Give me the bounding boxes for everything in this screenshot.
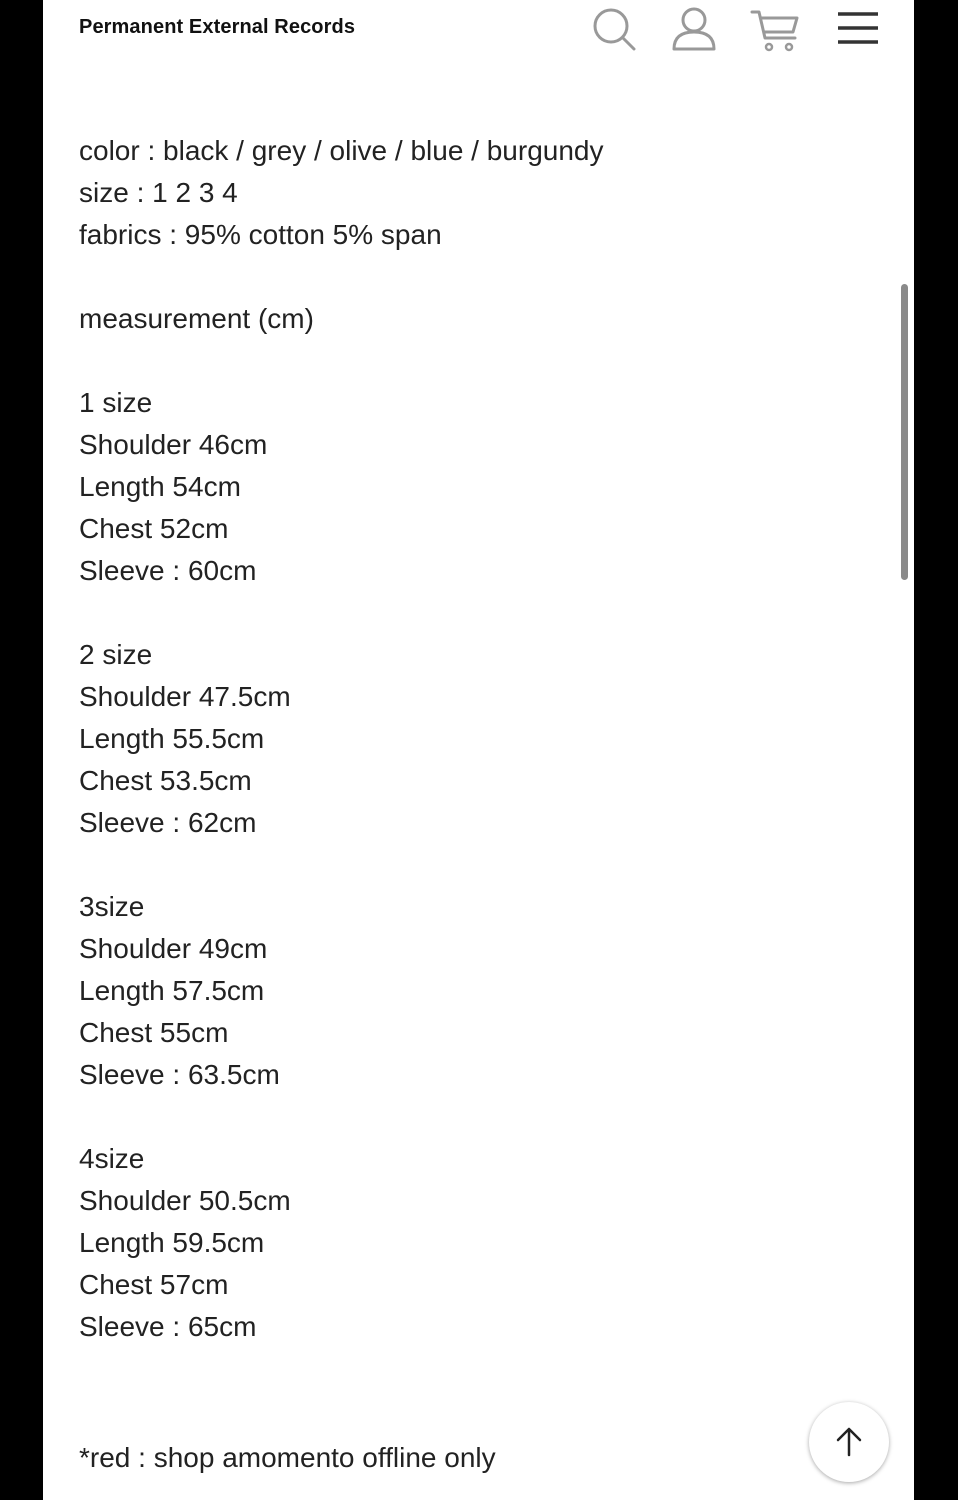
length-measure: Length 57.5cm	[79, 975, 265, 1006]
size-block-3	[79, 886, 859, 1096]
shoulder-measure: Shoulder 46cm	[79, 429, 268, 460]
shoulder-measure: Shoulder 49cm	[79, 933, 268, 964]
fabrics-line: fabrics : 95% cotton 5% span	[79, 219, 442, 250]
sleeve-measure: Sleeve : 62cm	[79, 807, 257, 838]
chest-measure: Chest 53.5cm	[79, 765, 252, 796]
scroll-to-top-button[interactable]	[809, 1402, 889, 1482]
offline-note: *red : shop amomento offline only	[79, 1442, 496, 1473]
size-title: 4size	[79, 1143, 145, 1174]
arrow-up-icon	[832, 1425, 866, 1459]
size-block-1	[79, 382, 859, 592]
size-title: 2 size	[79, 639, 153, 670]
length-measure: Length 59.5cm	[79, 1227, 265, 1258]
search-icon[interactable]	[589, 4, 639, 54]
user-icon[interactable]	[669, 4, 719, 54]
menu-icon[interactable]	[833, 4, 883, 54]
measurement-title: measurement (cm)	[79, 303, 314, 334]
header	[43, 0, 914, 60]
size-title: 1 size	[79, 387, 153, 418]
cart-icon[interactable]	[749, 4, 799, 54]
brand-logo-text[interactable]: Permanent External Records	[79, 16, 356, 38]
sleeve-measure: Sleeve : 63.5cm	[79, 1059, 280, 1090]
length-measure: Length 54cm	[79, 471, 241, 502]
sleeve-measure: Sleeve : 60cm	[79, 555, 257, 586]
shoulder-measure: Shoulder 50.5cm	[79, 1185, 291, 1216]
chest-measure: Chest 55cm	[79, 1017, 229, 1048]
sleeve-measure: Sleeve : 65cm	[79, 1311, 257, 1342]
size-block-2	[79, 634, 859, 844]
size-title: 3size	[79, 891, 145, 922]
length-measure: Length 55.5cm	[79, 723, 265, 754]
scrollbar-thumb[interactable]	[901, 284, 908, 580]
product-details	[79, 130, 859, 1348]
size-block-4	[79, 1138, 859, 1348]
color-line: color : black / grey / olive / blue / burgundy	[79, 135, 604, 166]
chest-measure: Chest 57cm	[79, 1269, 229, 1300]
chest-measure: Chest 52cm	[79, 513, 229, 544]
shoulder-measure: Shoulder 47.5cm	[79, 681, 291, 712]
page	[43, 0, 914, 1500]
size-line: size : 1 2 3 4	[79, 177, 238, 208]
